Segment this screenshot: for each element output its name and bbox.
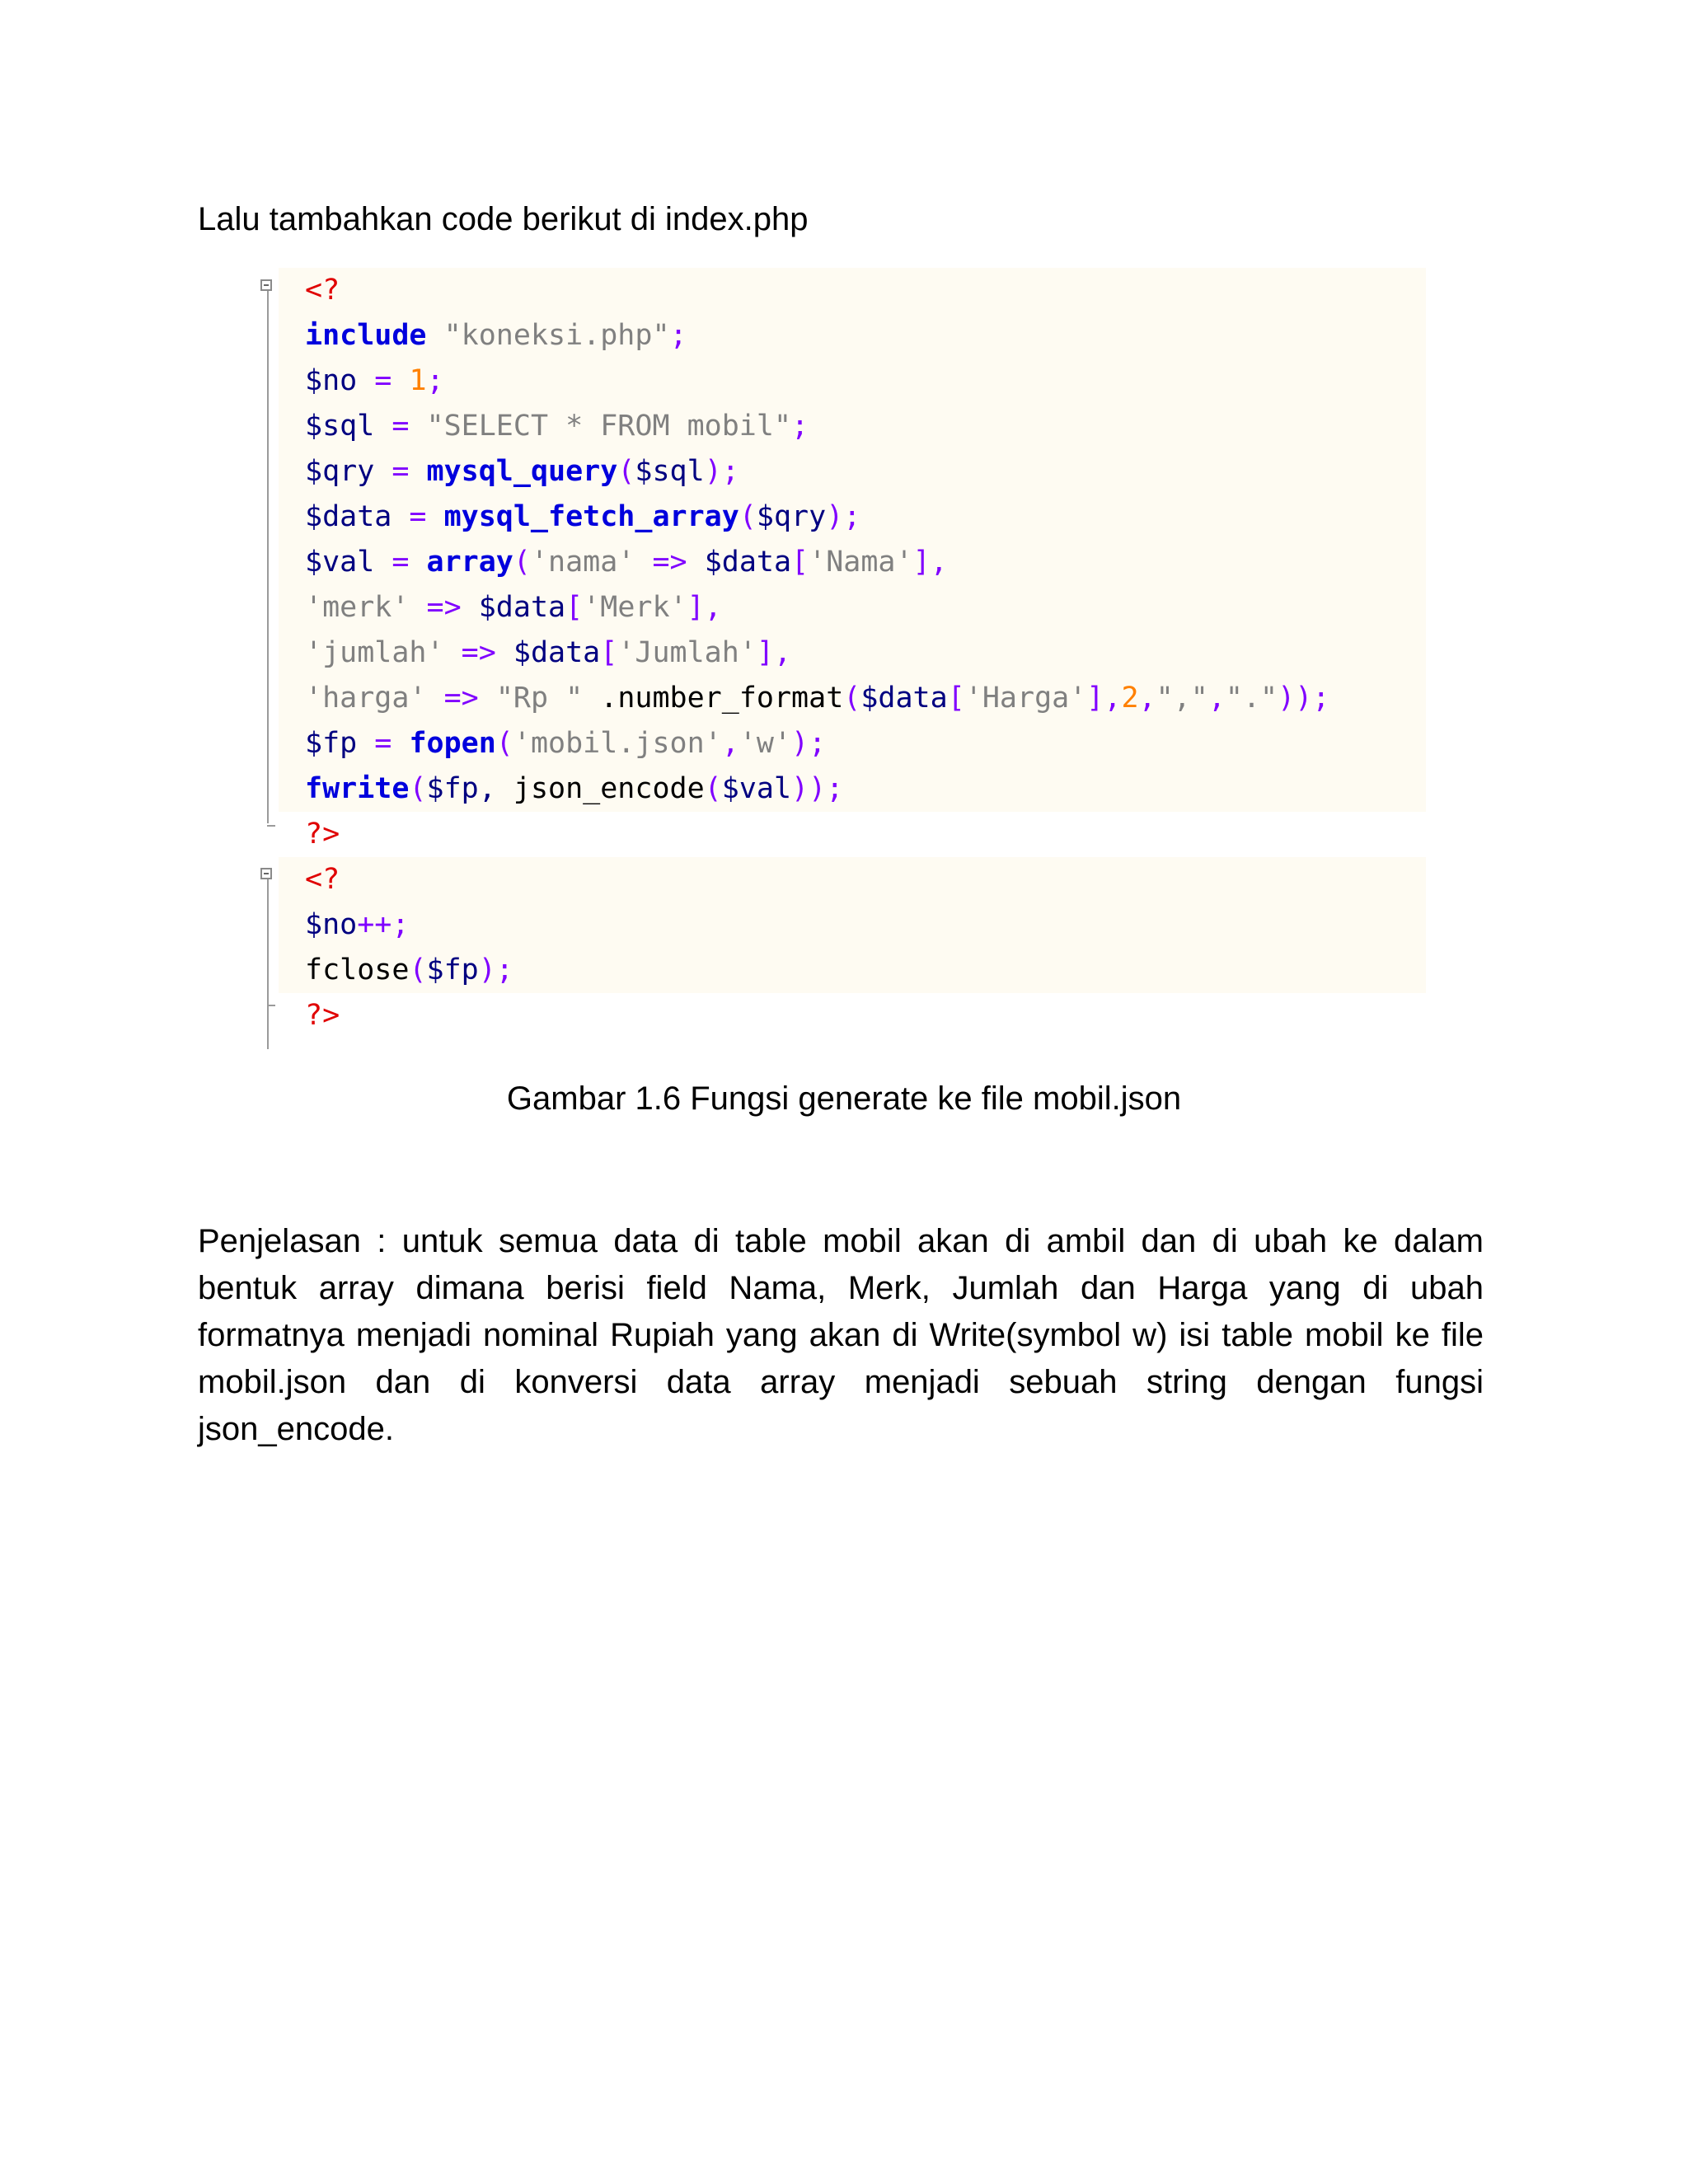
code-line-17 [305,993,340,1038]
code-line-5: $qry = mysql_query($sql); [305,455,739,488]
code-line-11: $fp = fopen('mobil.json','w'); [305,727,827,760]
code-line-12: fwrite($fp, json_encode($val)); [305,772,844,805]
code-line-8: 'merk' => $data['Merk'], [305,591,722,624]
php-open-tag: <? [305,863,340,896]
code-line-1 [305,268,340,313]
php-open-tag: <? [305,274,340,307]
code-line-15: $no++; [305,908,410,941]
intro-paragraph: Lalu tambahkan code berikut di index.php [198,201,809,237]
code-line-2: include "koneksi.php"; [305,319,687,352]
code-line-6: $data = mysql_fetch_array($qry); [305,500,861,533]
fold-gutter [260,268,277,1051]
php-close-tag: ?> [305,818,340,851]
code-line-7: $val = array('nama' => $data['Nama'], [305,546,948,579]
code-line-4: $sql = "SELECT * FROM mobil"; [305,410,809,443]
code-line-13 [305,812,340,857]
code-line-14 [305,857,340,902]
explanation-paragraph: Penjelasan : untuk semua data di table mobil akan di ambil dan di ubah ke dalam bentuk array dimana berisi field Nama, Merk, Jumlah dan Harga yang di ubah formatnya menjadi nominal Rupiah yang akan di Write(symbol w) isi table mobil ke file mobil.json dan di konversi data array menjadi sebuah string dengan fungsi json_encode. [198,1223,1484,1447]
php-close-tag: ?> [305,999,340,1032]
figure-caption: Gambar 1.6 Fungsi generate ke file mobil.json [506,1080,1182,1117]
code-line-16: fclose($fp); [305,954,513,987]
code-screenshot [254,268,1424,1051]
code-editor [279,268,1426,1051]
code-line-9: 'jumlah' => $data['Jumlah'], [305,636,792,669]
code-line-10: 'harga' => "Rp " .number_format($data['Harga'],2,",",".")); [305,682,1330,715]
fold-collapse-icon [260,279,272,291]
code-line-3: $no = 1; [305,364,444,397]
fold-collapse-icon [260,868,272,879]
